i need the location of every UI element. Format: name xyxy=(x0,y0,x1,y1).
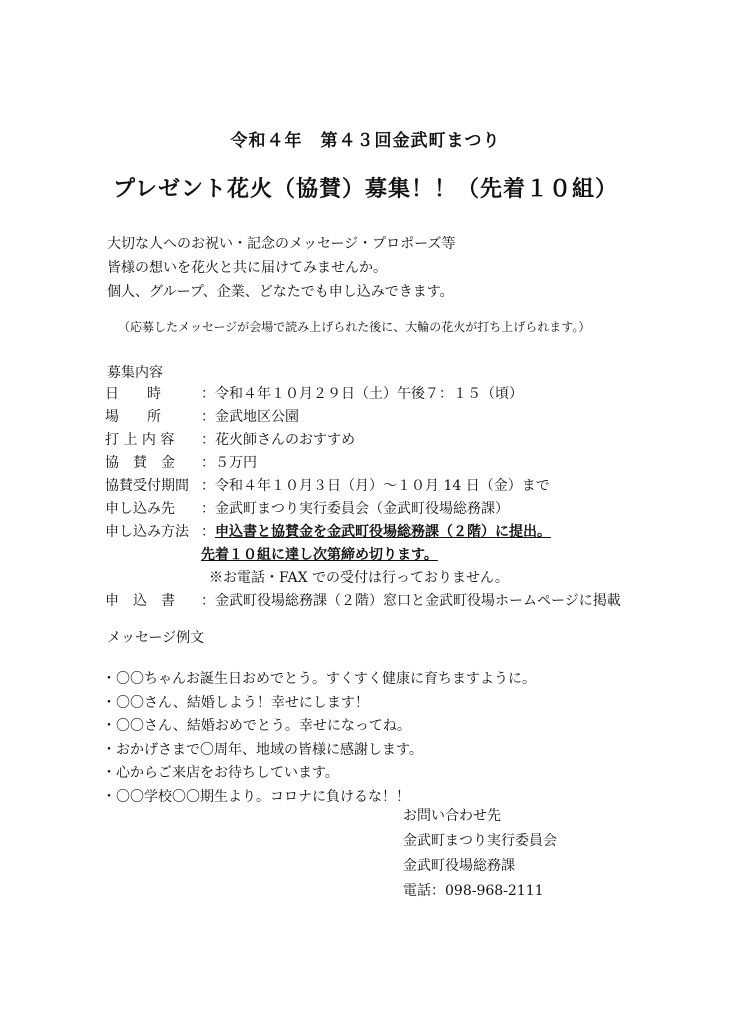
detail-label: 申し込み方法 xyxy=(105,524,189,540)
detail-label: 協 賛 金 xyxy=(105,455,175,471)
detail-label: 申し込み先 xyxy=(105,501,175,517)
method-colon: ： xyxy=(201,524,215,540)
contact-org: 金武町役場総務課 xyxy=(403,858,515,874)
intro-line: 個人、グループ、企業、どなたでも申し込みできます。 xyxy=(107,284,454,300)
detail-value: ：花火師さんのおすすめ xyxy=(201,432,356,448)
page-subtitle: プレゼント花火（協賛）募集！！（先着１０組） xyxy=(112,177,619,202)
examples-list xyxy=(102,668,536,809)
detail-value: ：５万円 xyxy=(201,455,257,471)
list-item: ・おかげさまで〇周年、地域の皆様に感謝します。 xyxy=(102,741,423,758)
detail-value: ：金武地区公園 xyxy=(201,409,299,425)
detail-value: ：金武町役場総務課（２階）窓口と金武町役場ホームページに掲載 xyxy=(201,593,621,609)
details-heading: 募集内容 xyxy=(107,365,163,381)
detail-label: 申 込 書 xyxy=(105,593,175,609)
detail-label: 打 上 内 容 xyxy=(105,432,175,448)
method-line-1-wrap xyxy=(201,521,551,544)
detail-value: ：金武町まつり実行委員会（金武町役場総務課） xyxy=(201,501,509,517)
list-item: ・〇〇ちゃんお誕生日おめでとう。すくすく健康に育ちますように。 xyxy=(102,671,536,687)
detail-label: 日 時 xyxy=(105,386,161,402)
examples-heading: メッセージ例文 xyxy=(107,630,205,646)
detail-label: 場 所 xyxy=(105,409,161,425)
intro-text xyxy=(107,232,455,304)
contact-phone: 電話：098-968-2111 xyxy=(403,883,544,899)
intro-line: 皆様の想いを花火と共に届けてみませんか。 xyxy=(107,260,387,276)
list-item: ・〇〇さん、結婚しよう！幸せにします！ xyxy=(102,694,369,711)
method-line-3: ※お電話・FAX での受付は行っておりません。 xyxy=(209,570,509,586)
detail-label: 協賛受付期間 xyxy=(105,478,189,494)
note-text: （応募したメッセージが会場で読み上げられた後に、大輪の花火が打ち上げられます。） xyxy=(118,320,591,334)
contact-org: 金武町まつり実行委員会 xyxy=(403,833,557,849)
detail-value: ：令和４年１０月３日（月）～１０月 14 日（金）まで xyxy=(201,478,550,494)
method-line-1: 申込書と協賛金を金武町役場総務課（２階）に提出。 xyxy=(215,524,551,540)
method-line-2: 先着１０組に達し次第締め切ります。 xyxy=(201,547,438,563)
list-item: ・〇〇学校〇〇期生より。コロナに負けるな！！ xyxy=(102,788,410,805)
list-item: ・心からご来店をお待ちしています。 xyxy=(102,765,339,781)
contact-block xyxy=(403,804,557,904)
page-title: 令和４年 第４３回金武町まつり xyxy=(230,131,501,151)
intro-line: 大切な人へのお祝い・記念のメッセージ・プロポーズ等 xyxy=(107,236,456,252)
list-item: ・〇〇さん、結婚おめでとう。幸せになってね。 xyxy=(102,718,411,734)
detail-value: ：令和４年１０月２９日（土）午後７：１５（頃） xyxy=(201,386,523,402)
contact-heading: お問い合わせ先 xyxy=(403,808,501,824)
